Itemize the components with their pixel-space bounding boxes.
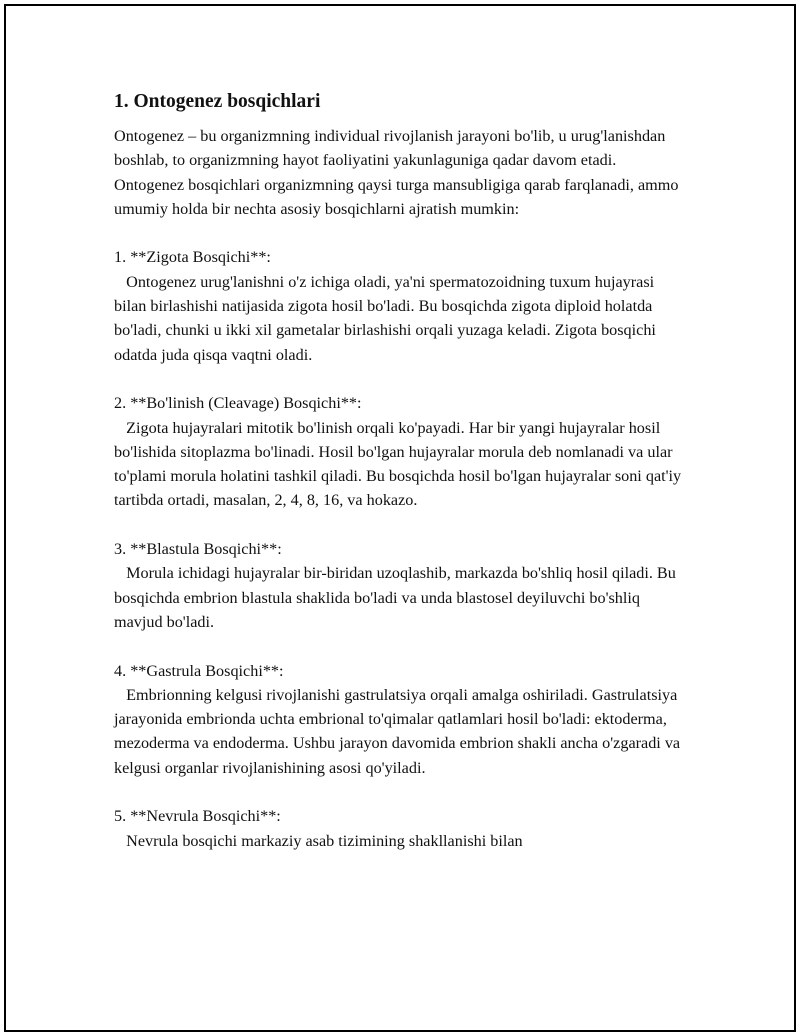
section-gastrula: 4. **Gastrula Bosqichi**: Embrionning kelgusi rivojlanishi gastrulatsiya orqali amalga oshiriladi. Gastrulatsiya jarayonida embrionda uchta embrional to'qimalar qatlamlari hosil bo'ladi: ektoderma, mezoderma va endoderma. Ushbu jarayon davomida embrion shakli ancha o'zgaradi va kelgusi organlar rivojlanishining asosi qo'yiladi. — [114, 661, 681, 777]
section-bolinish: 2. **Bo'linish (Cleavage) Bosqichi**: Zigota hujayralari mitotik bo'linish orqali ko'payadi. Har bir yangi hujayralar hosil bo'lishida sitoplazma bo'linadi. Hosil bo'lgan hujayralar morula deb nomlanadi va ular to'plami morula holatini tashkil qiladi. Bu bosqichda hosil bo'lgan hujayralar soni qat'iy tartibda ortadi, masalan, 2, 4, 8, 16, va hokazo. — [114, 394, 682, 510]
document-body — [114, 88, 684, 853]
blank-line — [114, 634, 684, 658]
document-title: 1. Ontogenez bosqichlari — [114, 91, 321, 112]
section-nevrula: 5. **Nevrula Bosqichi**: Nevrula bosqichi markaziy asab tizimining shakllanishi bilan — [114, 807, 523, 850]
blank-line — [114, 367, 684, 391]
blank-line — [114, 513, 684, 537]
section-blastula: 3. **Blastula Bosqichi**: Morula ichidagi hujayralar bir-biridan uzoqlashib, markazda bo'shliq hosil qiladi. Bu bosqichda embrion blastula shaklida bo'ladi va unda blastosel deyiluvchi bo'shliq mavjud bo'ladi. — [114, 540, 676, 631]
section-zigota: 1. **Zigota Bosqichi**: Ontogenez urug'lanishni o'z ichiga oladi, ya'ni spermatozoidning tuxum hujayrasi bilan birlashishi natijasida zigota hosil bo'ladi. Bu bosqichda zigota diploid holatda bo'ladi, chunki u ikki xil gametalar birlashishi orqali yuzaga keladi. Zigota bosqichi odatda juda qisqa vaqtni oladi. — [114, 248, 656, 364]
intro-paragraph: Ontogenez – bu organizmning individual rivojlanish jarayoni bo'lib, u urug'lanishdan boshlab, to organizmning hayot faoliyatini yakunlaguniga qadar davom etadi. Ontogenez bosqichlari organizmning qaysi turga mansubligiga qarab farqlanadi, ammo umumiy holda bir nechta asosiy bosqichlarni ajratish mumkin: — [114, 127, 683, 218]
blank-line — [114, 780, 684, 804]
blank-line — [114, 221, 684, 245]
